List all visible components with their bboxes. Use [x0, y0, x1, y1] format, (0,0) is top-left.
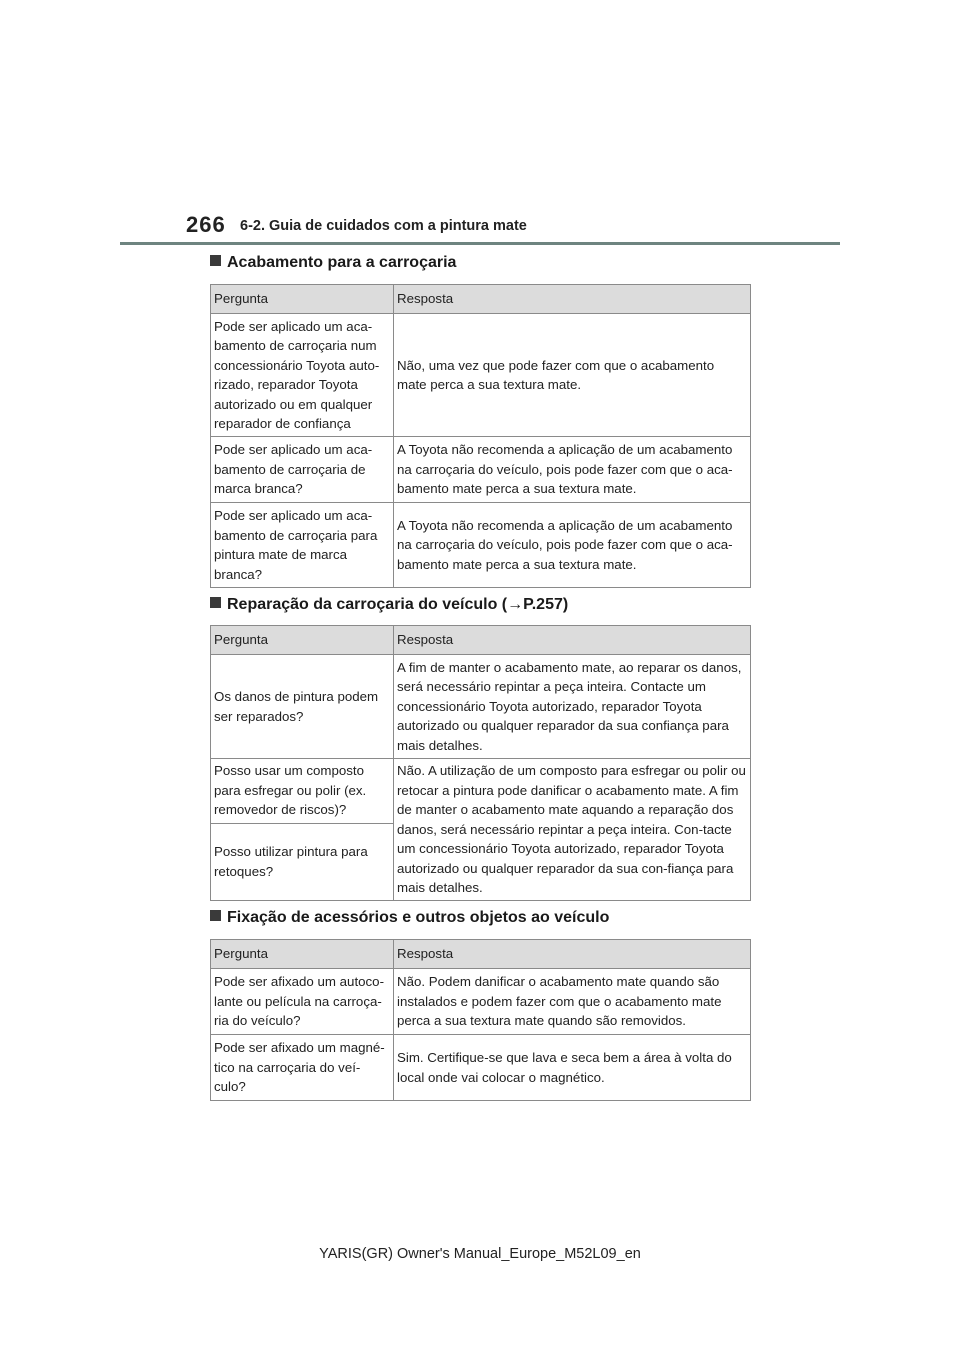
repair-table: [210, 625, 751, 901]
column-header-question: Pergunta: [211, 285, 394, 314]
square-bullet-icon: [210, 597, 221, 608]
answer-cell: A Toyota não recomenda a aplicação de um acabamento na carroçaria do veículo, pois pode fazer com que o aca-bamento mate perca a sua textura mate.: [394, 503, 751, 588]
header-rule: [120, 242, 840, 245]
section-title: 6-2. Guia de cuidados com a pintura mate: [240, 218, 527, 234]
table-row: [211, 969, 751, 1035]
heading-text: Fixação de acessórios e outros objetos ao veículo: [227, 909, 610, 926]
footer-manual-id: YARIS(GR) Owner's Manual_Europe_M52L09_en: [319, 1246, 641, 1262]
answer-cell: Não. Podem danificar o acabamento mate quando são instalados e podem fazer com que o acabamento mate perca a sua textura mate quando são removidos.: [394, 969, 751, 1035]
finish-table: [210, 284, 751, 588]
column-header-question: Pergunta: [211, 626, 394, 655]
question-cell: Pode ser aplicado um aca-bamento de carroçaria para pintura mate de marca branca?: [211, 503, 394, 588]
answer-cell: Não. A utilização de um composto para esfregar ou polir ou retocar a pintura pode danificar o acabamento mate. A fim de manter o acabamento mate aquando a reparação dos danos, será necessário repintar a peça inteira. Con-tacte um concessionário Toyota autorizado, reparador Toyota autorizado ou qualquer reparador da sua con-fiança para mais detalhes.: [394, 759, 751, 901]
heading-accessories: [210, 909, 609, 927]
question-cell: Pode ser aplicado um aca-bamento de carroçaria de marca branca?: [211, 437, 394, 503]
table-row: [211, 1035, 751, 1101]
answer-cell: Não, uma vez que pode fazer com que o acabamento mate perca a sua textura mate.: [394, 314, 751, 437]
question-cell: Pode ser afixado um magné-tico na carroçaria do veí-culo?: [211, 1035, 394, 1101]
answer-cell: Sim. Certifique-se que lava e seca bem a área à volta do local onde vai colocar o magnético.: [394, 1035, 751, 1101]
question-cell: Posso usar um composto para esfregar ou polir (ex. removedor de riscos)?: [211, 759, 394, 824]
answer-cell: A Toyota não recomenda a aplicação de um acabamento na carroçaria do veículo, pois pode fazer com que o aca-bamento mate perca a sua textura mate.: [394, 437, 751, 503]
table-header-row: [211, 940, 751, 969]
page-number: 266: [186, 212, 226, 237]
question-cell: Posso utilizar pintura para retoques?: [211, 823, 394, 900]
table-row: [211, 759, 751, 824]
heading-finish: [210, 254, 456, 272]
accessories-table: [210, 939, 751, 1101]
arrow-right-icon: →: [507, 596, 524, 613]
column-header-answer: Resposta: [394, 285, 751, 314]
table-header-row: [211, 626, 751, 655]
column-header-answer: Resposta: [394, 940, 751, 969]
table-row: [211, 655, 751, 759]
heading-repair: [210, 596, 568, 614]
question-cell: Pode ser aplicado um aca-bamento de carroçaria num concessionário Toyota auto-rizado, reparador Toyota autorizado ou em qualquer reparador de confiança: [211, 314, 394, 437]
table-row: [211, 503, 751, 588]
table-row: [211, 314, 751, 437]
heading-text: Reparação da carroçaria do veículo (: [227, 596, 508, 613]
column-header-answer: Resposta: [394, 626, 751, 655]
square-bullet-icon: [210, 255, 221, 266]
table-row: [211, 437, 751, 503]
column-header-question: Pergunta: [211, 940, 394, 969]
square-bullet-icon: [210, 910, 221, 921]
table-header-row: [211, 285, 751, 314]
question-cell: Pode ser afixado um autoco-lante ou película na carroça-ria do veículo?: [211, 969, 394, 1035]
answer-cell: A fim de manter o acabamento mate, ao reparar os danos, será necessário repintar a peça inteira. Contacte um concessionário Toyota autorizado, reparador Toyota autorizado ou qualquer reparador da sua confiança para mais detalhes.: [394, 655, 751, 759]
question-cell: Os danos de pintura podem ser reparados?: [211, 655, 394, 759]
page-reference-link[interactable]: P.257): [523, 596, 569, 613]
heading-text: Acabamento para a carroçaria: [227, 254, 457, 271]
